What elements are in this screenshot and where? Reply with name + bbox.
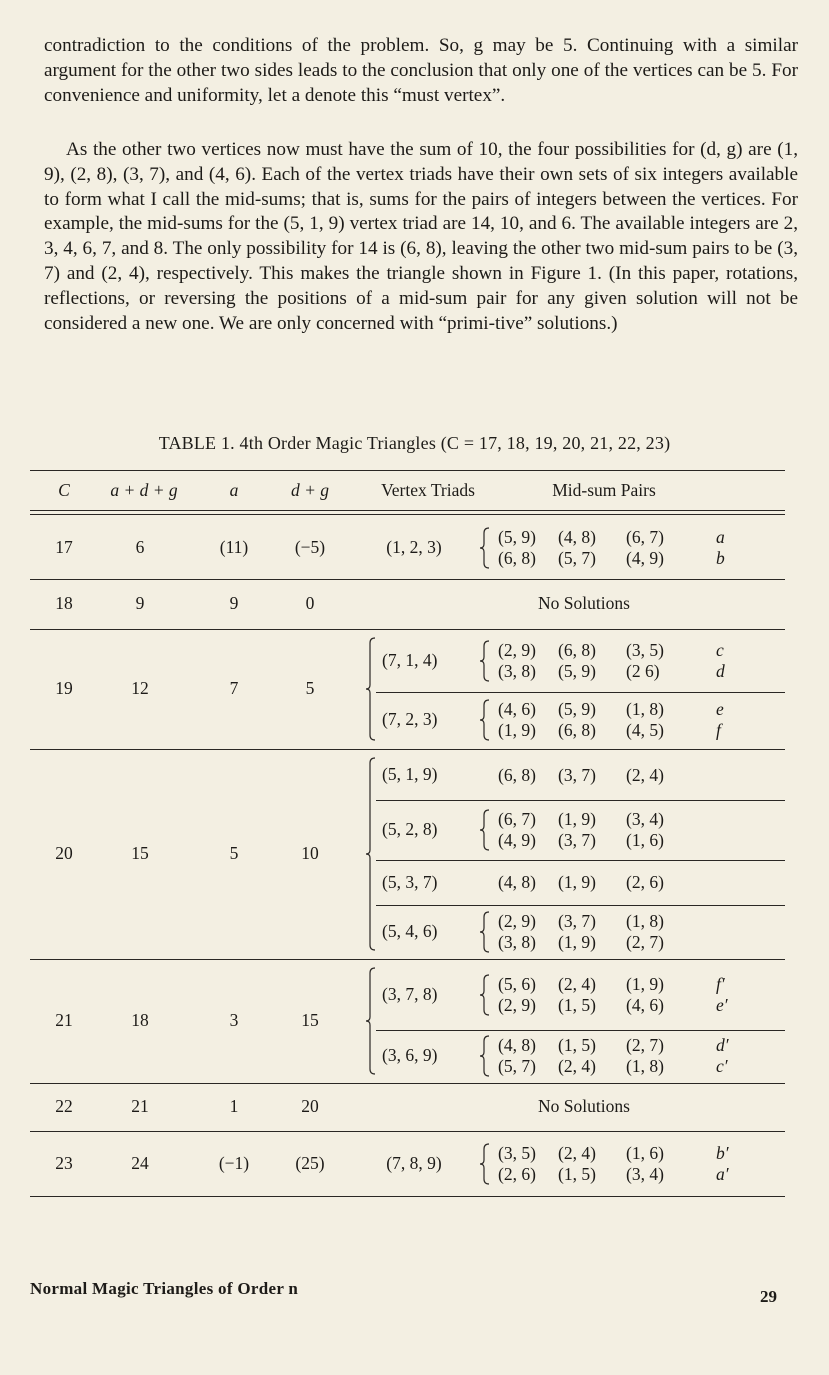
mid-sum-pair: (3, 5) <box>626 640 664 660</box>
vertex-triad-23-0: (7, 8, 9) <box>386 1152 442 1173</box>
mid-sum-pair: (1, 6) <box>626 1142 664 1163</box>
row-a-22: 1 <box>229 1096 239 1116</box>
mid-sum-pair: (2, 9) <box>498 910 536 931</box>
row-c-22: 22 <box>55 1096 73 1116</box>
row-adg-20: 15 <box>131 843 149 863</box>
row-a-20: 5 <box>229 843 239 863</box>
vertex-triad-19-0: (7, 1, 4) <box>382 650 438 670</box>
row-rule-19 <box>30 749 785 750</box>
mid-sum-pair: (3, 8) <box>498 661 536 681</box>
triad-divider-20-1 <box>376 800 785 801</box>
row-c-23: 23 <box>55 1152 73 1173</box>
row-a-19: 7 <box>229 678 239 698</box>
mid-sum-pair: (1, 9) <box>558 931 596 952</box>
mid-sum-pair: (5, 9) <box>558 699 596 719</box>
header-adg: a + d + g <box>110 480 178 500</box>
row-rule-18 <box>30 629 785 630</box>
mid-sum-pair: (6, 7) <box>498 809 536 829</box>
solution-label: d <box>716 661 725 681</box>
row-adg-21: 18 <box>131 1010 149 1030</box>
mid-sum-pair: (3, 7) <box>558 830 596 850</box>
row-dg-20: 10 <box>301 843 319 863</box>
row-dg-22: 20 <box>301 1096 319 1116</box>
row-dg-18: 0 <box>305 593 315 613</box>
no-solutions-22: No Solutions <box>538 1096 630 1116</box>
solution-label: b <box>716 548 725 568</box>
paragraph-1: contradiction to the conditions of the problem. So, g may be 5. Continuing with a similar argument for the other two sides leads to the conclusion that only one of the vertices can be 5. For convenience and uniformity, let a denote this “must vertex”. <box>44 35 798 106</box>
group-brace-19 <box>366 638 375 740</box>
mid-sum-pair: (3, 5) <box>498 1142 536 1163</box>
mid-sum-pair: (1, 6) <box>626 830 664 850</box>
pair-brace-21-0 <box>480 975 489 1015</box>
mid-sum-pair: (5, 9) <box>498 527 536 547</box>
pair-brace-19-1 <box>480 700 489 740</box>
mid-sum-pair: (2, 7) <box>626 1035 664 1055</box>
row-c-18: 18 <box>55 593 73 613</box>
solution-label: a′ <box>716 1163 729 1184</box>
row-adg-18: 9 <box>135 593 145 613</box>
mid-sum-pair: (4, 9) <box>498 830 536 850</box>
mid-sum-pair: (1, 9) <box>558 872 596 892</box>
mid-sum-pair: (2, 6) <box>498 1163 536 1184</box>
row-rule-21 <box>30 1083 785 1084</box>
row-dg-21: 15 <box>301 1010 319 1030</box>
mid-sum-pair: (1, 9) <box>498 720 536 740</box>
pair-brace-20-3 <box>480 912 489 952</box>
mid-sum-pair: (6, 8) <box>558 640 596 660</box>
solution-label: d′ <box>716 1035 729 1055</box>
mid-sum-pair: (4, 8) <box>498 1035 536 1055</box>
mid-sum-pair: (1, 8) <box>626 699 664 719</box>
row-rule-17 <box>30 579 785 580</box>
vertex-triad-17-0: (1, 2, 3) <box>386 537 442 557</box>
mid-sum-pair: (1, 5) <box>558 1163 596 1184</box>
vertex-triad-20-0: (5, 1, 9) <box>382 764 438 784</box>
paragraph-2: As the other two vertices now must have the sum of 10, the four possibilities for (d, g) are (1, 9), (2, 8), (3, 7), and (4, 6). Each of the vertex triads have their own sets of six integers available to form what I call the mid-sums; that is, sums for the pairs of integers between the vertices. For example, the mid-sums for the (5, 1, 9) vertex triad are 14, 10, and 6. The available integers are 2, 3, 4, 6, 7, and 8. The only possibility for 14 is (6, 8), leaving the other two mid-sum pairs to be (3, 7) and (2, 4), respectively. This makes the triangle shown in Figure 1. (In this paper, rotations, reflections, or reversing the positions of a mid-sum pair for any given solution will not be considered a new one. We are only concerned with “primi-tive” solutions.) <box>44 139 798 334</box>
header-mid-sum-pairs: Mid-sum Pairs <box>552 480 656 500</box>
mid-sum-pair: (2, 7) <box>626 931 664 952</box>
header-rule-1 <box>30 510 785 511</box>
page-number: 29 <box>760 1287 777 1306</box>
header-vertex-triads: Vertex Triads <box>381 480 475 500</box>
row-rule-23 <box>30 1196 785 1197</box>
row-c-20: 20 <box>55 843 73 863</box>
mid-sum-pair: (6, 8) <box>498 764 536 785</box>
solution-label: a <box>716 527 725 547</box>
row-dg-23: (25) <box>295 1152 325 1173</box>
mid-sum-pair: (4, 6) <box>626 995 664 1015</box>
mid-sum-pair: (4, 8) <box>498 872 536 892</box>
mid-sum-pair: (6, 7) <box>626 527 664 547</box>
mid-sum-pair: (1, 8) <box>626 1056 664 1076</box>
row-rule-22 <box>30 1131 785 1132</box>
row-a-23: (−1) <box>218 1152 250 1173</box>
group-brace-21 <box>366 968 375 1074</box>
mid-sum-pair: (6, 8) <box>498 548 536 568</box>
mid-sum-pair: (5, 7) <box>558 548 596 568</box>
mid-sum-pair: (5, 7) <box>498 1056 536 1076</box>
pair-brace-20-1 <box>480 810 489 850</box>
solution-label: e′ <box>716 995 728 1015</box>
triad-divider-19-1 <box>376 692 785 693</box>
row-adg-17: 6 <box>135 537 145 557</box>
solution-label: b′ <box>716 1142 729 1163</box>
mid-sum-pair: (3, 4) <box>626 809 664 829</box>
header-a: a <box>229 480 239 500</box>
header-dg: d + g <box>290 480 330 500</box>
mid-sum-pair: (2, 9) <box>498 995 536 1015</box>
mid-sum-pair: (1, 8) <box>626 910 664 931</box>
row-a-21: 3 <box>229 1010 239 1030</box>
mid-sum-pair: (2, 4) <box>558 1056 596 1076</box>
solution-label: f′ <box>716 974 725 994</box>
solution-label: e <box>716 699 724 719</box>
running-footer-title: Normal Magic Triangles of Order n <box>30 1279 299 1298</box>
mid-sum-pair: (1, 5) <box>558 995 596 1015</box>
table-top-rule <box>30 470 785 471</box>
vertex-triad-19-1: (7, 2, 3) <box>382 709 438 729</box>
solution-label: c′ <box>716 1056 728 1076</box>
pair-brace-19-0 <box>480 641 489 681</box>
mid-sum-pair: (2 6) <box>626 661 660 681</box>
vertex-triad-20-2: (5, 3, 7) <box>382 871 438 892</box>
mid-sum-pair: (2, 9) <box>498 640 536 660</box>
mid-sum-pair: (3, 4) <box>626 1163 664 1184</box>
mid-sum-pair: (5, 6) <box>498 974 536 994</box>
mid-sum-pair: (5, 9) <box>558 661 596 681</box>
mid-sum-pair: (4, 6) <box>498 699 536 719</box>
row-c-19: 19 <box>55 678 73 698</box>
no-solutions-18: No Solutions <box>538 593 630 613</box>
row-dg-17: (−5) <box>294 537 326 557</box>
header-rule-2 <box>30 514 785 515</box>
row-adg-22: 21 <box>131 1096 149 1116</box>
row-rule-20 <box>30 959 785 960</box>
mid-sum-pair: (2, 4) <box>558 974 596 994</box>
pair-brace-17-0 <box>480 528 489 568</box>
triad-divider-20-2 <box>376 860 785 861</box>
row-dg-19: 5 <box>305 678 315 698</box>
mid-sum-pair: (2, 4) <box>558 1142 596 1163</box>
mid-sum-pair: (3, 8) <box>498 931 536 952</box>
mid-sum-pair: (1, 5) <box>558 1035 596 1055</box>
pair-brace-23-0 <box>480 1144 489 1184</box>
row-adg-19: 12 <box>131 678 149 698</box>
row-a-18: 9 <box>229 593 239 613</box>
row-c-21: 21 <box>55 1010 73 1030</box>
mid-sum-pair: (4, 5) <box>626 720 664 740</box>
mid-sum-pair: (4, 9) <box>626 548 664 568</box>
mid-sum-pair: (3, 7) <box>558 764 596 785</box>
mid-sum-pair: (1, 9) <box>626 974 664 994</box>
mid-sum-pair: (3, 7) <box>558 910 596 931</box>
row-adg-23: 24 <box>131 1152 149 1173</box>
vertex-triad-21-1: (3, 6, 9) <box>382 1045 438 1065</box>
table-caption: TABLE 1. 4th Order Magic Triangles (C = 17, 18, 19, 20, 21, 22, 23) <box>158 433 671 453</box>
vertex-triad-20-3: (5, 4, 6) <box>382 920 438 941</box>
mid-sum-pair: (4, 8) <box>558 527 596 547</box>
triad-divider-20-3 <box>376 905 785 906</box>
mid-sum-pair: (2, 4) <box>626 764 664 785</box>
vertex-triad-20-1: (5, 2, 8) <box>382 819 438 839</box>
triad-divider-21-1 <box>376 1030 785 1031</box>
mid-sum-pair: (2, 6) <box>626 872 664 892</box>
solution-label: c <box>716 640 724 660</box>
row-a-17: (11) <box>219 537 249 557</box>
pair-brace-21-1 <box>480 1036 489 1076</box>
solution-label: f <box>716 720 721 740</box>
row-c-17: 17 <box>55 537 73 557</box>
mid-sum-pair: (1, 9) <box>558 809 596 829</box>
mid-sum-pair: (6, 8) <box>558 720 596 740</box>
vertex-triad-21-0: (3, 7, 8) <box>382 984 438 1004</box>
header-c: C <box>58 480 70 500</box>
group-brace-20 <box>366 758 375 950</box>
